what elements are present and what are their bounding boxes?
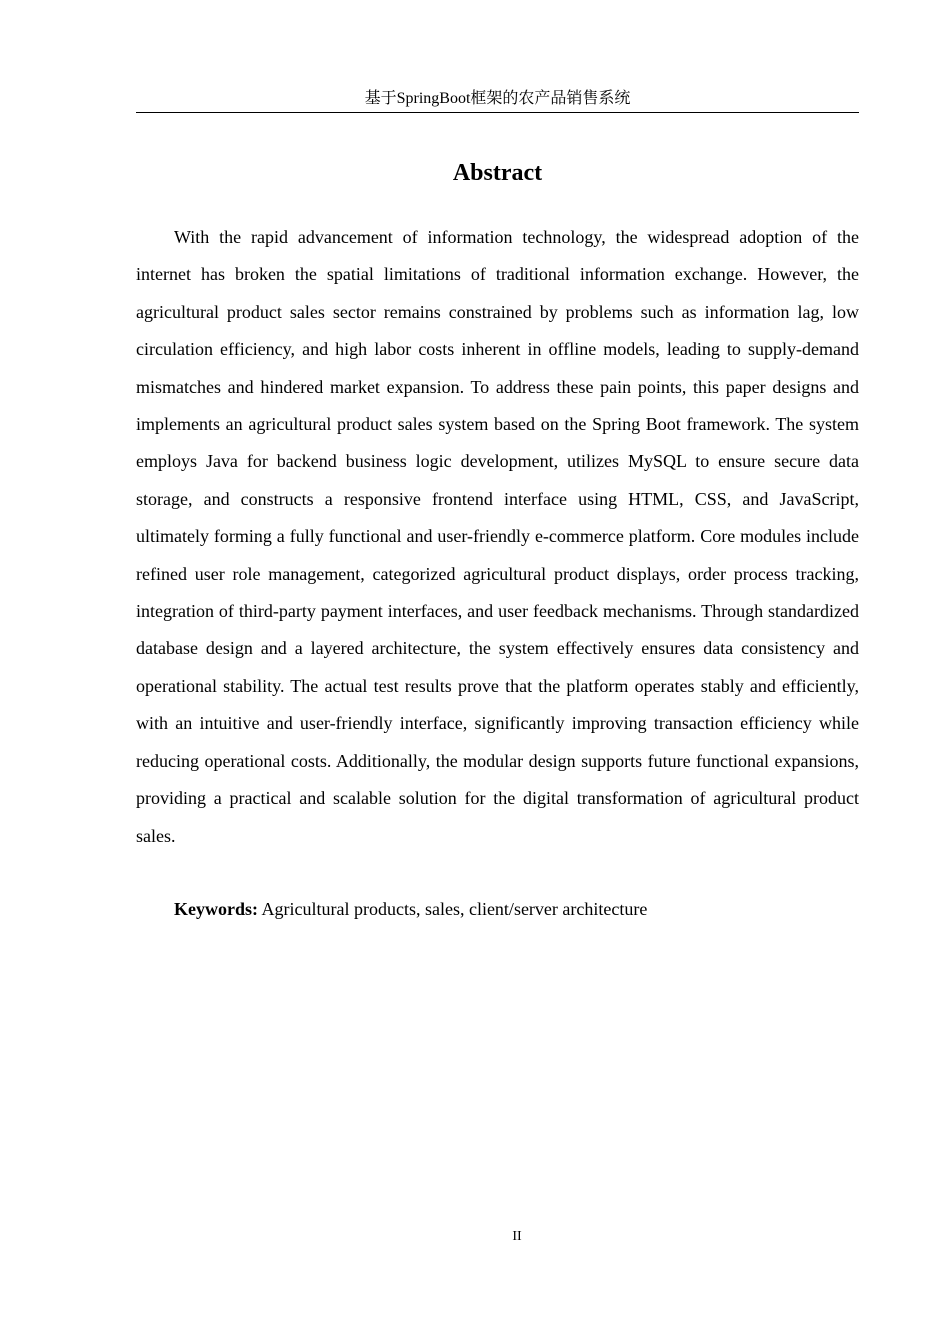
keywords-label: Keywords: — [174, 899, 258, 919]
abstract-body: With the rapid advancement of information technology, the widespread adoption of the internet has broken the spatial limitations of traditional information exchange. However, the agricultural product sales sector remains constrained by problems such as information lag, low circulation efficiency, and high labor costs inherent in offline models, leading to supply-demand mismatches and hindered market expansion. To address these pain points, this paper designs and implements an agricultural product sales system based on the Spring Boot framework. The system employs Java for backend business logic development, utilizes MySQL to ensure secure data storage, and constructs a responsive frontend interface using HTML, CSS, and JavaScript, ultimately forming a fully functional and user-friendly e-commerce platform. Core modules include refined user role management, categorized agricultural product displays, order process tracking, integration of third-party payment interfaces, and user feedback mechanisms. Through standardized database design and a layered architecture, the system effectively ensures data consistency and operational stability. The actual test results prove that the platform operates stably and efficiently, with an intuitive and user-friendly interface, significantly improving transaction efficiency while reducing operational costs. Additionally, the modular design supports future functional expansions, providing a practical and scalable solution for the digital transformation of agricultural product sales. — [136, 227, 859, 846]
page-number: II — [512, 1229, 522, 1244]
header-rule — [136, 112, 859, 113]
abstract-title: Abstract — [452, 160, 543, 186]
keywords-text: Agricultural products, sales, client/server architecture — [258, 899, 648, 919]
running-header: 基于SpringBoot框架的农产品销售系统 — [364, 90, 631, 107]
keywords-line — [136, 891, 859, 928]
